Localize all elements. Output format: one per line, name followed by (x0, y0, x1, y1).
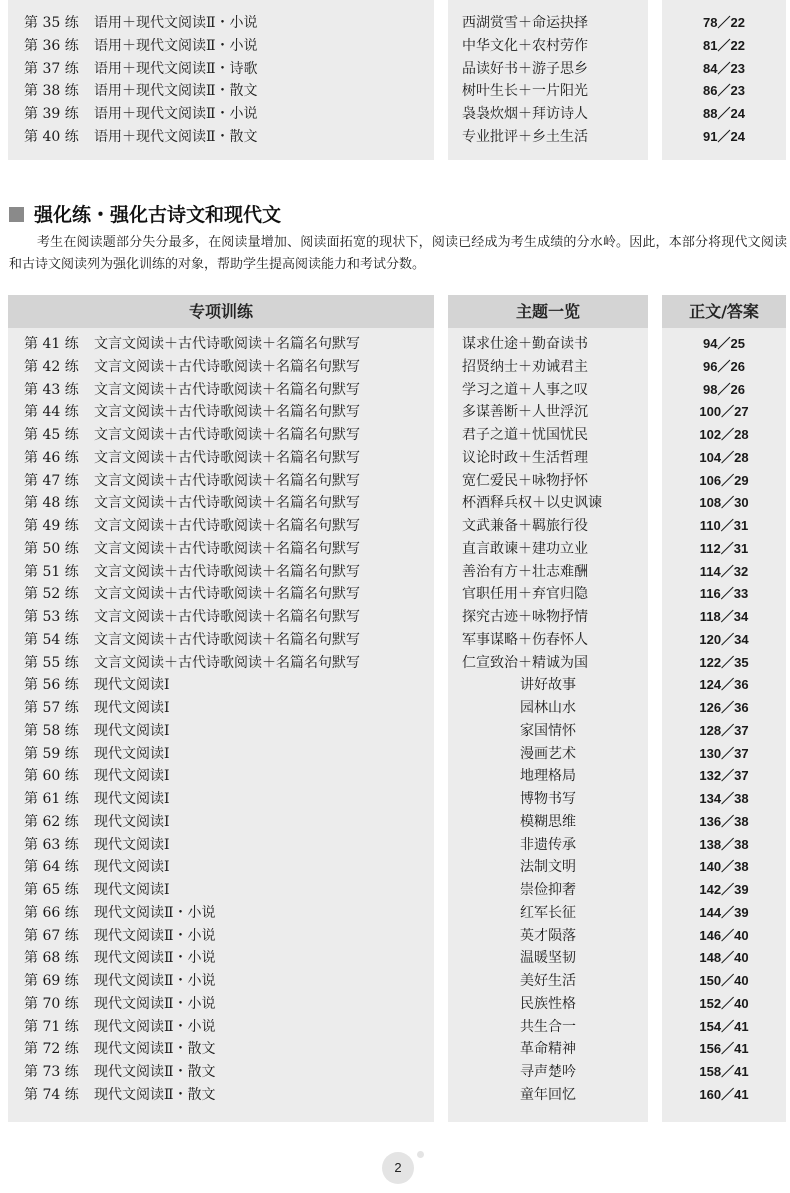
exercise-number: 第 64 练 (24, 859, 79, 876)
training-row (8, 424, 434, 447)
exercise-number: 第 49 练 (24, 518, 79, 534)
exercise-topic: 文言文阅读＋古代诗歌阅读＋名篇名句默写 (94, 540, 360, 557)
page-cell: 96／26 (703, 358, 745, 374)
exercise-topic: 语用＋现代文阅读Ⅱ・小说 (94, 15, 258, 31)
page-cell: 118／34 (699, 609, 749, 624)
training-row (8, 492, 434, 515)
theme-cell: 直言敢谏＋建功立业 (462, 540, 588, 557)
exercise-number: 第 60 练 (24, 768, 79, 785)
exercise-topic: 现代文阅读Ⅰ (94, 722, 170, 739)
theme-cell: 非遗传承 (520, 836, 576, 853)
exercise-topic: 文言文阅读＋古代诗歌阅读＋名篇名句默写 (94, 427, 360, 443)
page-cell: 78／22 (703, 15, 745, 30)
page-number-dot (417, 1151, 424, 1158)
theme-cell: 多谋善断＋人世浮沉 (462, 404, 588, 421)
theme-cell: 探究古迹＋咏物抒情 (462, 609, 588, 625)
exercise-topic: 文言文阅读＋古代诗歌阅读＋名篇名句默写 (94, 495, 360, 512)
training-row (8, 538, 434, 561)
exercise-number: 第 57 练 (24, 700, 79, 716)
theme-cell: 议论时政＋生活哲理 (462, 449, 588, 466)
training-row (8, 126, 434, 149)
exercise-topic: 现代文阅读Ⅱ・小说 (94, 927, 216, 944)
exercise-number: 第 45 练 (24, 427, 79, 443)
training-row (8, 879, 434, 902)
theme-cell: 共生合一 (520, 1018, 576, 1035)
exercise-topic: 文言文阅读＋古代诗歌阅读＋名篇名句默写 (94, 381, 360, 398)
exercise-number: 第 36 练 (24, 37, 79, 54)
page-cell: 116／33 (699, 586, 749, 602)
theme-cell: 讲好故事 (520, 677, 576, 694)
page-cell: 114／32 (699, 563, 749, 579)
page-cell: 138／38 (699, 836, 749, 852)
exercise-number: 第 42 练 (24, 358, 79, 375)
exercise-topic: 语用＋现代文阅读Ⅱ・散文 (94, 83, 258, 100)
theme-cell: 文武兼备＋羁旅行役 (462, 518, 588, 534)
exercise-number: 第 63 练 (24, 836, 79, 853)
training-row (8, 58, 434, 81)
theme-cell: 专业批评＋乡土生活 (462, 128, 588, 145)
theme-cell: 美好生活 (520, 973, 576, 989)
theme-cell: 谋求仕途＋勤奋读书 (462, 336, 588, 352)
exercise-number: 第 55 练 (24, 654, 79, 671)
exercise-number: 第 37 练 (24, 60, 79, 77)
top-page-column (662, 0, 786, 160)
top-theme-column (448, 0, 648, 160)
page-cell: 104／28 (699, 449, 749, 465)
exercise-topic: 语用＋现代文阅读Ⅱ・小说 (94, 106, 258, 122)
theme-cell: 家国情怀 (520, 722, 576, 739)
exercise-number: 第 61 练 (24, 791, 79, 807)
page-cell: 112／31 (699, 540, 749, 556)
page-cell: 132／37 (699, 768, 749, 784)
page-cell: 156／41 (699, 1041, 749, 1057)
page-cell: 134／38 (699, 791, 749, 806)
training-row (8, 1061, 434, 1084)
page-cell: 128／37 (699, 722, 749, 738)
page-cell: 126／36 (699, 700, 749, 715)
page-cell: 158／41 (699, 1064, 749, 1079)
exercise-number: 第 44 练 (24, 404, 79, 421)
exercise-topic: 现代文阅读Ⅰ (94, 700, 170, 716)
exercise-number: 第 56 练 (24, 677, 79, 694)
training-row (8, 401, 434, 424)
training-row (8, 1038, 434, 1061)
page-cell: 86／23 (703, 83, 745, 99)
exercise-topic: 现代文阅读Ⅰ (94, 768, 170, 785)
theme-cell: 民族性格 (520, 995, 576, 1012)
theme-cell: 模糊思维 (520, 813, 576, 830)
exercise-topic: 现代文阅读Ⅱ・小说 (94, 904, 216, 921)
page-cell: 150／40 (699, 973, 749, 988)
theme-cell: 善治有方＋壮志难酬 (462, 563, 588, 580)
page-cell: 94／25 (703, 336, 745, 351)
section-intro: 考生在阅读题部分失分最多，在阅读量增加、阅读面拓宽的现状下，阅读已经成为考生成绩的分水岭。因此，本部分将现代文阅读和古诗文阅读列为强化训练的对象，帮助学生提高阅读能力和考试分数。 (9, 235, 787, 272)
theme-cell: 红军长征 (520, 904, 576, 921)
training-row (8, 811, 434, 834)
training-row (8, 515, 434, 538)
top-training-column (8, 0, 434, 160)
page-cell: 102／28 (699, 427, 749, 442)
exercise-number: 第 68 练 (24, 950, 79, 967)
training-row (8, 697, 434, 720)
theme-cell: 革命精神 (520, 1041, 576, 1058)
page-cell: 110／31 (699, 518, 749, 533)
training-row (8, 356, 434, 379)
theme-cell: 漫画艺术 (520, 745, 576, 762)
theme-cell: 仁宣致治＋精诚为国 (462, 654, 588, 671)
theme-cell: 学习之道＋人事之叹 (462, 381, 588, 398)
training-row (8, 583, 434, 606)
exercise-topic: 现代文阅读Ⅰ (94, 791, 170, 807)
training-row (8, 561, 434, 584)
page-cell: 124／36 (699, 677, 749, 693)
page-cell: 88／24 (703, 106, 745, 121)
exercise-topic: 文言文阅读＋古代诗歌阅读＋名篇名句默写 (94, 586, 360, 603)
exercise-number: 第 59 练 (24, 745, 79, 762)
square-bullet-icon (9, 207, 24, 222)
theme-cell: 博物书写 (520, 791, 576, 807)
training-row (8, 834, 434, 857)
exercise-number: 第 67 练 (24, 927, 79, 944)
exercise-number: 第 71 练 (24, 1018, 79, 1035)
theme-cell: 温暖坚韧 (520, 950, 576, 967)
exercise-number: 第 50 练 (24, 540, 79, 557)
training-row (8, 447, 434, 470)
exercise-topic: 现代文阅读Ⅰ (94, 882, 170, 898)
page-cell: 144／39 (699, 904, 749, 920)
exercise-topic: 现代文阅读Ⅰ (94, 677, 170, 694)
training-row (8, 788, 434, 811)
exercise-topic: 文言文阅读＋古代诗歌阅读＋名篇名句默写 (94, 609, 360, 625)
training-row (8, 333, 434, 356)
page-cell: 130／37 (699, 745, 749, 761)
exercise-number: 第 66 练 (24, 904, 79, 921)
exercise-topic: 语用＋现代文阅读Ⅱ・诗歌 (94, 60, 258, 77)
training-row (8, 652, 434, 675)
exercise-topic: 文言文阅读＋古代诗歌阅读＋名篇名句默写 (94, 563, 360, 580)
exercise-number: 第 46 练 (24, 449, 79, 466)
page-cell: 140／38 (699, 859, 749, 875)
exercise-topic: 现代文阅读Ⅱ・小说 (94, 1018, 216, 1035)
header-page: 正文/答案 (662, 295, 786, 328)
exercise-topic: 现代文阅读Ⅱ・小说 (94, 973, 216, 989)
page-cell: 160／41 (699, 1086, 749, 1102)
page-cell: 136／38 (699, 813, 749, 829)
theme-cell: 杯酒释兵权＋以史讽谏 (462, 495, 602, 512)
section-title: 强化练・强化古诗文和现代文 (9, 204, 281, 226)
page-cell: 152／40 (699, 995, 749, 1011)
page-cell: 106／29 (699, 472, 749, 488)
exercise-topic: 文言文阅读＋古代诗歌阅读＋名篇名句默写 (94, 358, 360, 375)
page-cell: 84／23 (703, 60, 745, 76)
page-cell: 154／41 (699, 1018, 749, 1034)
exercise-number: 第 47 练 (24, 472, 79, 489)
exercise-number: 第 48 练 (24, 495, 79, 512)
exercise-number: 第 43 练 (24, 381, 79, 398)
training-row (8, 925, 434, 948)
exercise-topic: 现代文阅读Ⅱ・小说 (94, 995, 216, 1012)
training-row (8, 947, 434, 970)
theme-cell: 寻声楚吟 (520, 1064, 576, 1080)
exercise-topic: 文言文阅读＋古代诗歌阅读＋名篇名句默写 (94, 336, 360, 352)
exercise-topic: 文言文阅读＋古代诗歌阅读＋名篇名句默写 (94, 654, 360, 671)
exercise-number: 第 39 练 (24, 106, 79, 122)
exercise-number: 第 40 练 (24, 128, 79, 145)
exercise-topic: 语用＋现代文阅读Ⅱ・散文 (94, 128, 258, 145)
theme-cell: 宽仁爱民＋咏物抒怀 (462, 472, 588, 489)
exercise-number: 第 74 练 (24, 1086, 79, 1103)
theme-cell: 西湖赏雪＋命运抉择 (462, 15, 588, 31)
exercise-number: 第 53 练 (24, 609, 79, 625)
training-row (8, 720, 434, 743)
exercise-number: 第 35 练 (24, 15, 79, 31)
exercise-number: 第 58 练 (24, 722, 79, 739)
theme-cell: 招贤纳士＋劝诫君主 (462, 358, 588, 375)
exercise-topic: 文言文阅读＋古代诗歌阅读＋名篇名句默写 (94, 472, 360, 489)
exercise-topic: 文言文阅读＋古代诗歌阅读＋名篇名句默写 (94, 631, 360, 648)
training-row (8, 103, 434, 126)
training-row (8, 379, 434, 402)
theme-cell: 中华文化＋农村劳作 (462, 37, 588, 54)
theme-cell: 袅袅炊烟＋拜访诗人 (462, 106, 588, 122)
theme-cell: 园林山水 (520, 700, 576, 716)
exercise-topic: 现代文阅读Ⅱ・散文 (94, 1064, 216, 1080)
theme-cell: 君子之道＋忧国忧民 (462, 427, 588, 443)
training-row (8, 993, 434, 1016)
theme-cell: 树叶生长＋一片阳光 (462, 83, 588, 100)
exercise-topic: 现代文阅读Ⅱ・小说 (94, 950, 216, 967)
exercise-number: 第 70 练 (24, 995, 79, 1012)
main-page-column (662, 295, 786, 1122)
training-row (8, 765, 434, 788)
theme-cell: 童年回忆 (520, 1086, 576, 1103)
training-row (8, 629, 434, 652)
exercise-topic: 文言文阅读＋古代诗歌阅读＋名篇名句默写 (94, 404, 360, 421)
page-cell: 146／40 (699, 927, 749, 943)
training-row (8, 902, 434, 925)
training-row (8, 674, 434, 697)
page-cell: 98／26 (703, 381, 745, 397)
exercise-topic: 语用＋现代文阅读Ⅱ・小说 (94, 37, 258, 54)
exercise-topic: 现代文阅读Ⅰ (94, 745, 170, 762)
exercise-number: 第 73 练 (24, 1064, 79, 1080)
theme-cell: 品读好书＋游子思乡 (462, 60, 588, 77)
page-cell: 120／34 (699, 631, 749, 647)
training-row (8, 970, 434, 993)
page-cell: 148／40 (699, 950, 749, 966)
header-theme: 主题一览 (448, 295, 648, 328)
training-row (8, 12, 434, 35)
exercise-number: 第 62 练 (24, 813, 79, 830)
page-cell: 142／39 (699, 882, 749, 897)
page-cell: 108／30 (699, 495, 749, 511)
exercise-number: 第 65 练 (24, 882, 79, 898)
exercise-topic: 现代文阅读Ⅰ (94, 813, 170, 830)
training-row (8, 1016, 434, 1039)
training-row (8, 606, 434, 629)
page-cell: 81／22 (703, 37, 745, 53)
exercise-topic: 现代文阅读Ⅱ・散文 (94, 1041, 216, 1058)
page-number: 2 (382, 1152, 414, 1184)
page-cell: 100／27 (699, 404, 749, 420)
training-row (8, 35, 434, 58)
exercise-number: 第 52 练 (24, 586, 79, 603)
page-cell: 91／24 (703, 128, 745, 144)
theme-cell: 地理格局 (520, 768, 576, 785)
theme-cell: 法制文明 (520, 859, 576, 876)
header-training: 专项训练 (8, 295, 434, 328)
exercise-number: 第 72 练 (24, 1041, 79, 1058)
theme-cell: 官职任用＋弃官归隐 (462, 586, 588, 603)
exercise-number: 第 38 练 (24, 83, 79, 100)
theme-cell: 英才陨落 (520, 927, 576, 944)
training-row (8, 1084, 434, 1107)
exercise-number: 第 51 练 (24, 563, 79, 580)
exercise-topic: 现代文阅读Ⅰ (94, 859, 170, 876)
exercise-topic: 文言文阅读＋古代诗歌阅读＋名篇名句默写 (94, 449, 360, 466)
exercise-topic: 现代文阅读Ⅱ・散文 (94, 1086, 216, 1103)
exercise-topic: 文言文阅读＋古代诗歌阅读＋名篇名句默写 (94, 518, 360, 534)
training-row (8, 743, 434, 766)
page-cell: 122／35 (699, 654, 749, 670)
main-training-column (8, 295, 434, 1122)
training-row (8, 80, 434, 103)
exercise-number: 第 54 练 (24, 631, 79, 648)
exercise-topic: 现代文阅读Ⅰ (94, 836, 170, 853)
exercise-number: 第 69 练 (24, 973, 79, 989)
theme-cell: 军事谋略＋伤春怀人 (462, 631, 588, 648)
exercise-number: 第 41 练 (24, 336, 79, 352)
main-theme-column (448, 295, 648, 1122)
training-row (8, 856, 434, 879)
training-row (8, 470, 434, 493)
theme-cell: 崇俭抑奢 (520, 882, 576, 898)
